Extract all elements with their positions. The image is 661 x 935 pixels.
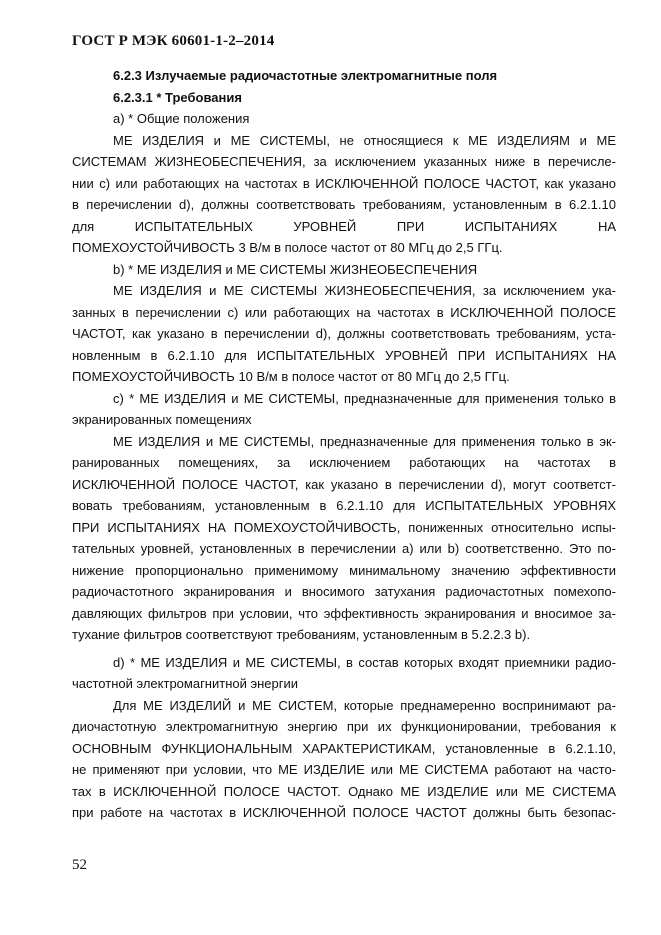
paragraph-line: тательных уровней, установленных в перечислении а) или b) соответственно. Это по-: [72, 541, 616, 556]
paragraph-line: радиочастотного экранирования и вносимого затухания радиочастотных помехопо-: [72, 584, 616, 599]
paragraph-line: при работе на частотах в ИСКЛЮЧЕННОЙ ПОЛОСЕ ЧАСТОТ должны быть безопас-: [72, 805, 616, 820]
paragraph-line: МЕ ИЗДЕЛИЯ и МЕ СИСТЕМЫ, не относящиеся к МЕ ИЗДЕЛИЯМ и МЕ: [113, 132, 616, 148]
paragraph-line: нижение пропорционально применимому минимальному значению эффективности: [72, 562, 616, 578]
paragraph-line: ПРИ ИСПЫТАНИЯХ НА ПОМЕХОУСТОЙЧИВОСТЬ, пониженных относительно испы-: [72, 519, 616, 535]
paragraph-line: СИСТЕМАМ ЖИЗНЕОБЕСПЕЧЕНИЯ, за исключением указанных ниже в перечисле-: [72, 154, 616, 169]
paragraph-line: нии с) или работающих на частотах в ИСКЛЮЧЕННОЙ ПОЛОСЕ ЧАСТОТ, как указано: [72, 175, 616, 191]
paragraph-line: МЕ ИЗДЕЛИЯ и МЕ СИСТЕМЫ, предназначенные для применения только в эк-: [113, 433, 616, 449]
item-d-title-cont: частотной электромагнитной энергии: [72, 676, 299, 691]
subsection-heading: 6.2.3.1 * Требования: [113, 89, 242, 105]
paragraph-line: диочастотную электромагнитную энергию при их функционировании, требования к: [72, 719, 616, 734]
paragraph-line: ОСНОВНЫМ ФУНКЦИОНАЛЬНЫМ ХАРАКТЕРИСТИКАМ, установленные в 6.2.1.10,: [72, 740, 616, 756]
document-header: ГОСТ Р МЭК 60601-1-2–2014: [72, 33, 275, 49]
section-heading: 6.2.3 Излучаемые радиочастотные электромагнитные поля: [113, 68, 498, 83]
paragraph-line: вовать требованиям, установленным в 6.2.1.10 для ИСПЫТАТЕЛЬНЫХ УРОВНЯХ: [72, 498, 616, 513]
item-d-title: d) * МЕ ИЗДЕЛИЯ и МЕ СИСТЕМЫ, в состав которых входят приемники радио-: [113, 654, 616, 670]
paragraph-line: давляющих фильтров при условии, что эффективность экранирования и вносимое за-: [72, 605, 616, 621]
paragraph-line: занных в перечислении с) или работающих на частотах в ИСКЛЮЧЕННОЙ ПОЛОСЕ: [72, 304, 616, 320]
paragraph-line: не применяют при условии, что МЕ ИЗДЕЛИЕ или МЕ СИСТЕМА работают на часто-: [72, 762, 616, 777]
paragraph-line: ЧАСТОТ, как указано в перечислении d), должны соответствовать требованиям, уста-: [72, 326, 616, 341]
paragraph-line: ПОМЕХОУСТОЙЧИВОСТЬ 10 В/м в полосе частот от 80 МГц до 2,5 ГГц.: [72, 369, 510, 384]
paragraph-line: в перечислении d), должны соответствовать требованиям, установленным в 6.2.1.10: [72, 197, 616, 212]
paragraph-line: Для МЕ ИЗДЕЛИЙ и МЕ СИСТЕМ, которые преднамеренно воспринимают ра-: [113, 697, 616, 713]
paragraph-line: ПОМЕХОУСТОЙЧИВОСТЬ 3 В/м в полосе частот от 80 МГц до 2,5 ГГц.: [72, 240, 503, 255]
paragraph-line: МЕ ИЗДЕЛИЯ и МЕ СИСТЕМЫ ЖИЗНЕОБЕСПЕЧЕНИЯ, за исключением ука-: [113, 283, 616, 298]
paragraph-line: для ИСПЫТАТЕЛЬНЫХ УРОВНЕЙ ПРИ ИСПЫТАНИЯХ НА: [72, 218, 616, 234]
paragraph-line: ИСКЛЮЧЕННОЙ ПОЛОСЕ ЧАСТОТ, как указано в перечислении d), могут соответст-: [72, 476, 616, 492]
document-body: [72, 65, 616, 824]
paragraph-line: тухание фильтров соответствуют требованиям, установленным в 5.2.2.3 b).: [72, 627, 531, 642]
paragraph-line: новленным в 6.2.1.10 для ИСПЫТАТЕЛЬНЫХ УРОВНЕЙ ПРИ ИСПЫТАНИЯХ НА: [72, 347, 616, 363]
item-a-title: а) * Общие положения: [113, 111, 250, 126]
item-b-title: b) * МЕ ИЗДЕЛИЯ и МЕ СИСТЕМЫ ЖИЗНЕОБЕСПЕЧЕНИЯ: [113, 261, 478, 277]
page-number: 52: [72, 857, 87, 873]
item-c-title: с) * МЕ ИЗДЕЛИЯ и МЕ СИСТЕМЫ, предназначенные для применения только в: [113, 390, 616, 406]
paragraph-line: тах в ИСКЛЮЧЕННОЙ ПОЛОСЕ ЧАСТОТ. Однако МЕ ИЗДЕЛИЕ или МЕ СИСТЕМА: [72, 783, 616, 799]
item-c-title-cont: экранированных помещениях: [72, 412, 252, 427]
paragraph-line: ранированных помещениях, за исключением работающих на частотах в: [72, 455, 616, 470]
